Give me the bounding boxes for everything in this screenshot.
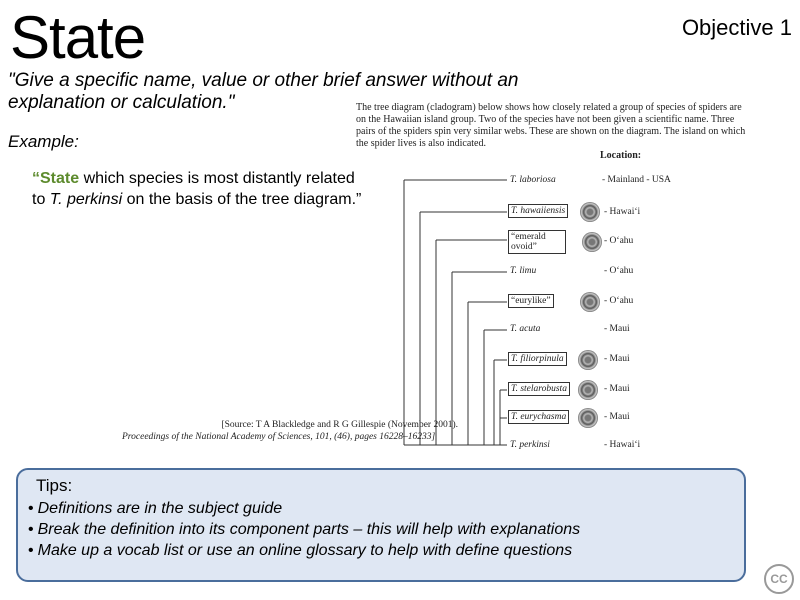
quote-species: T. perkinsi [49,191,123,208]
species-label: T. eurychasma [508,410,569,424]
example-label: Example: [8,132,79,151]
species-label: T. perkinsi [510,440,550,450]
species-location: - Mainland - USA [602,175,671,185]
example-quote [32,168,362,210]
spider-web-icon [582,232,602,252]
species-location: - Maui [604,354,630,364]
quote-lead: “State [32,170,80,187]
species-location: - Hawai‘i [604,440,641,450]
tip-item: • Make up a vocab list or use an online glossary to help with define questions [28,540,580,561]
page-title: State [10,4,146,71]
species-label: T. acuta [510,324,541,334]
figure-source-line2: Proceedings of the National Academy of Sciences, 101, (46), pages 16228–16233] [122,432,436,442]
species-location: - O‘ahu [604,266,634,276]
tips-box [16,468,746,582]
species-label: T. hawaiiensis [508,204,568,218]
species-location: - Maui [604,384,630,394]
tip-item: • Definitions are in the subject guide [28,498,580,519]
figure-intro: The tree diagram (cladogram) below shows how closely related a group of species of spiders are on the Hawaiian island group. Two of the species have not been given a scientific name. Three pairs of the spiders spin very similar webs. These are shown on the diagram. The island on which the spider lives is also indicated. [356,102,746,149]
tip-item: • Break the definition into its component parts – this will help with explanations [28,519,580,540]
figure-source-line1: [Source: T A Blackledge and R G Gillespie (November 2001). [221,420,458,430]
objective-label: Objective 1 [681,15,792,40]
species-label: T. stelarobusta [508,382,570,396]
location-heading: Location: [600,150,642,161]
spider-web-icon [580,202,600,222]
species-location: - O‘ahu [604,296,634,306]
cladogram-lines [352,100,748,450]
species-label: T. limu [510,266,537,276]
spider-web-icon [578,408,598,428]
creative-commons-icon: CC [764,564,794,594]
quote-part-1: which species is most distantly related to [32,170,355,208]
spider-web-icon [578,350,598,370]
species-location: - Hawai‘i [604,207,641,217]
species-label: T. laboriosa [510,175,556,185]
spider-web-icon [580,292,600,312]
species-label: T. filiorpinula [508,352,567,366]
species-location: - Maui [604,324,630,334]
spider-web-icon [578,380,598,400]
tips-list [28,498,580,561]
species-label: “eurylike” [508,294,554,308]
species-location: - Maui [604,412,630,422]
quote-part-2: on the basis of the tree diagram.” [122,191,362,208]
species-label: “emerald ovoid” [508,230,566,254]
species-location: - O‘ahu [604,236,634,246]
instruction-text: "Give a specific name, value or other brief answer without an explanation or calculation." [8,70,519,113]
tips-heading: Tips: [36,476,73,495]
